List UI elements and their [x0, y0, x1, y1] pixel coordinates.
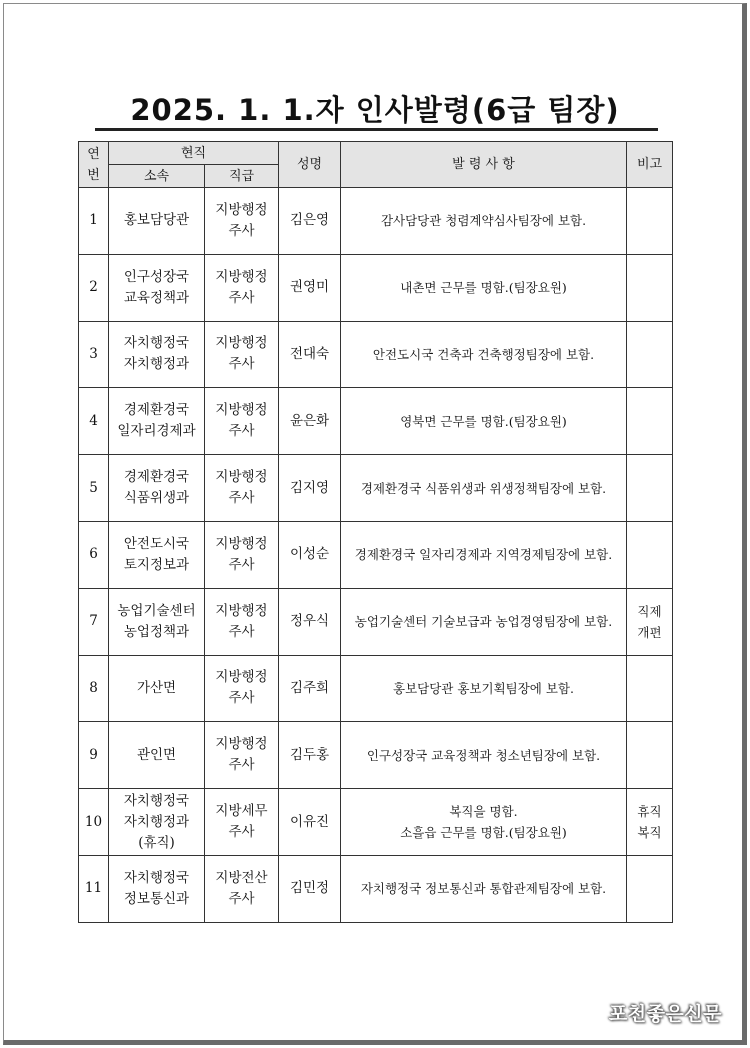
person-name: 이성순 [279, 521, 341, 588]
remark [627, 655, 673, 722]
department: 농업기술센터 농업정책과 [109, 588, 205, 655]
table-row [79, 321, 673, 388]
remark [627, 188, 673, 255]
department: 경제환경국 식품위생과 [109, 455, 205, 522]
row-number: 7 [79, 588, 109, 655]
table-row [79, 855, 673, 922]
row-number: 9 [79, 722, 109, 789]
person-name: 정우식 [279, 588, 341, 655]
row-number: 8 [79, 655, 109, 722]
department: 인구성장국 교육정책과 [109, 254, 205, 321]
grade: 지방행정 주사 [205, 321, 279, 388]
header-action: 발 령 사 항 [341, 142, 627, 188]
department: 관인면 [109, 722, 205, 789]
header-note: 비고 [627, 142, 673, 188]
grade: 지방행정 주사 [205, 722, 279, 789]
department: 경제환경국 일자리경제과 [109, 388, 205, 455]
document-title: 2025. 1. 1.자 인사발령(6급 팀장) [130, 93, 620, 127]
person-name: 윤은화 [279, 388, 341, 455]
person-name: 김주희 [279, 655, 341, 722]
appointment-detail: 자치행정국 정보통신과 통합관제팀장에 보함. [341, 855, 627, 922]
department: 홍보담당관 [109, 188, 205, 255]
title-underline [95, 128, 658, 131]
appointment-detail: 내촌면 근무를 명함.(팀장요원) [341, 254, 627, 321]
person-name: 김두홍 [279, 722, 341, 789]
header-name: 성명 [279, 142, 341, 188]
remark [627, 455, 673, 522]
header-no: 연 번 [79, 142, 109, 188]
table-row [79, 455, 673, 522]
person-name: 김민정 [279, 855, 341, 922]
appointment-detail: 감사담당관 청렴계약심사팀장에 보함. [341, 188, 627, 255]
person-name: 권영미 [279, 254, 341, 321]
table-row [79, 588, 673, 655]
department: 자치행정국 정보통신과 [109, 855, 205, 922]
row-number: 1 [79, 188, 109, 255]
remark [627, 722, 673, 789]
remark [627, 521, 673, 588]
table-row [79, 722, 673, 789]
appointment-detail: 인구성장국 교육정책과 청소년팀장에 보함. [341, 722, 627, 789]
grade: 지방행정 주사 [205, 254, 279, 321]
row-number: 6 [79, 521, 109, 588]
personnel-table [78, 141, 673, 923]
table-row [79, 655, 673, 722]
row-number: 4 [79, 388, 109, 455]
grade: 지방세무 주사 [205, 789, 279, 856]
newspaper-watermark: 포천좋은신문 [608, 1003, 722, 1025]
grade: 지방행정 주사 [205, 188, 279, 255]
remark [627, 855, 673, 922]
table-row [79, 388, 673, 455]
header-dept: 소속 [109, 165, 205, 188]
header-grade: 직급 [205, 165, 279, 188]
grade: 지방전산 주사 [205, 855, 279, 922]
department: 자치행정국 자치행정과 (휴직) [109, 789, 205, 856]
grade: 지방행정 주사 [205, 521, 279, 588]
row-number: 3 [79, 321, 109, 388]
department: 가산면 [109, 655, 205, 722]
grade: 지방행정 주사 [205, 388, 279, 455]
table-row [79, 188, 673, 255]
row-number: 10 [79, 789, 109, 856]
person-name: 이유진 [279, 789, 341, 856]
appointment-detail: 경제환경국 일자리경제과 지역경제팀장에 보함. [341, 521, 627, 588]
table-row [79, 521, 673, 588]
grade: 지방행정 주사 [205, 588, 279, 655]
appointment-detail: 영북면 근무를 명함.(팀장요원) [341, 388, 627, 455]
appointment-detail: 농업기술센터 기술보급과 농업경영팀장에 보함. [341, 588, 627, 655]
appointment-detail: 홍보담당관 홍보기획팀장에 보함. [341, 655, 627, 722]
remark [627, 254, 673, 321]
row-number: 2 [79, 254, 109, 321]
table-row [79, 254, 673, 321]
row-number: 11 [79, 855, 109, 922]
grade: 지방행정 주사 [205, 455, 279, 522]
header-current: 현직 [109, 142, 279, 165]
person-name: 전대숙 [279, 321, 341, 388]
grade: 지방행정 주사 [205, 655, 279, 722]
department: 자치행정국 자치행정과 [109, 321, 205, 388]
person-name: 김은영 [279, 188, 341, 255]
table-row [79, 789, 673, 856]
remark: 휴직 복직 [627, 789, 673, 856]
appointment-detail: 경제환경국 식품위생과 위생정책팀장에 보함. [341, 455, 627, 522]
appointment-detail: 안전도시국 건축과 건축행정팀장에 보함. [341, 321, 627, 388]
appointment-detail: 복직을 명함. 소흘읍 근무를 명함.(팀장요원) [341, 789, 627, 856]
remark [627, 388, 673, 455]
department: 안전도시국 토지정보과 [109, 521, 205, 588]
remark: 직제 개편 [627, 588, 673, 655]
row-number: 5 [79, 455, 109, 522]
person-name: 김지영 [279, 455, 341, 522]
remark [627, 321, 673, 388]
